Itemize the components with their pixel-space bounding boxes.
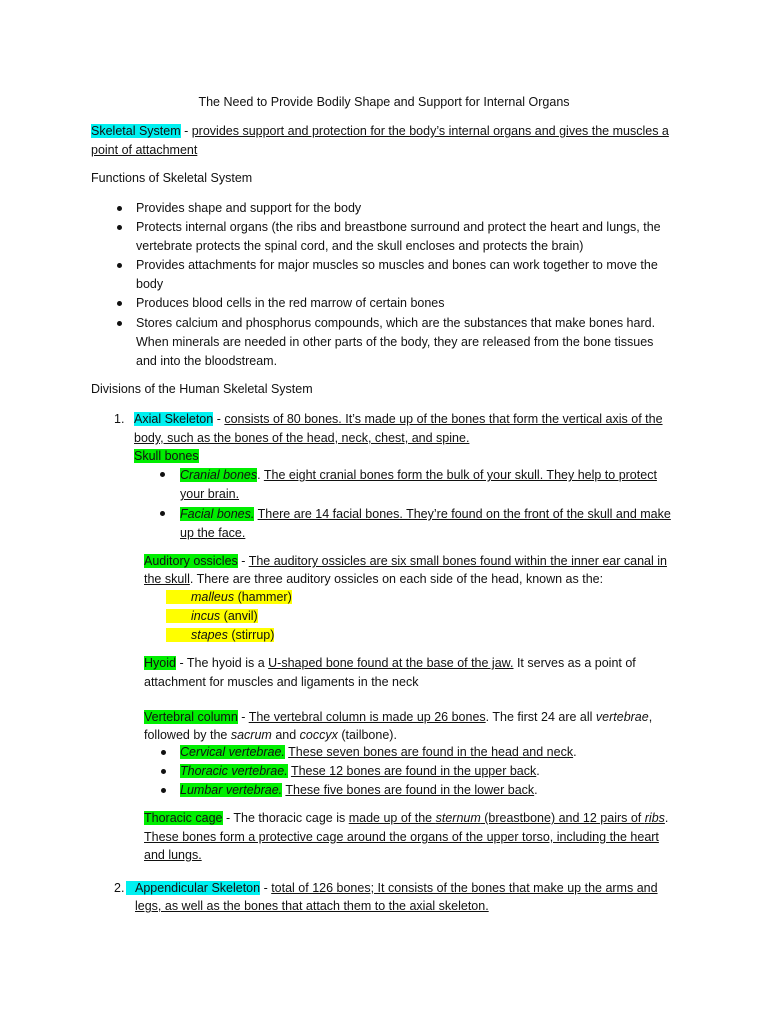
punctuation: . <box>536 764 540 778</box>
ribs-word: ribs <box>644 811 665 825</box>
cranial-item <box>180 466 657 484</box>
appendicular-def-line1: total of 126 bones; It consists of the bones that make up the arms and <box>271 881 658 895</box>
tailbone-text: (tailbone). <box>337 728 397 742</box>
divisions-heading: Divisions of the Human Skeletal System <box>91 382 313 396</box>
vertebrae-desc: These seven bones are found in the head and neck <box>288 745 574 759</box>
bullet-icon <box>117 206 122 211</box>
bullet-icon <box>117 301 122 306</box>
ossicle-alt: (stirrup) <box>231 628 275 642</box>
ossicle-name: stapes <box>191 628 228 642</box>
appendicular-definition <box>126 879 658 897</box>
separator: - <box>237 554 249 568</box>
function-item-line: and into the bloodstream. <box>136 354 278 368</box>
separator: - <box>213 412 225 426</box>
thoracic-term: Thoracic cage <box>144 811 223 825</box>
auditory-line2 <box>144 570 603 588</box>
bullet-icon <box>161 788 166 793</box>
thoracic-pre: - The thoracic cage is <box>222 811 349 825</box>
vertebrae-name: Thoracic vertebrae. <box>180 764 288 778</box>
skeletal-term: Skeletal System <box>91 124 181 138</box>
facial-term: Facial bones. <box>180 507 255 521</box>
vertebrae-name: Lumbar vertebrae. <box>180 783 283 797</box>
function-item-line: Provides attachments for major muscles so muscles and bones can work together to move the <box>136 258 658 272</box>
skeletal-definition <box>91 122 669 140</box>
bullet-icon <box>161 750 166 755</box>
vertebral-desc: The vertebral column is made up 26 bones <box>248 710 486 724</box>
thoracic-desc-cont: (breastbone) and 12 pairs of <box>480 811 645 825</box>
vertebral-term: Vertebral column <box>144 710 238 724</box>
thoracic-line2: These bones form a protective cage around the organs of the upper torso, including the heart <box>144 830 659 844</box>
ossicle-alt: (hammer) <box>237 590 292 604</box>
axial-def-line2: body, such as the bones of the head, neck, chest, and spine. <box>134 431 470 445</box>
list-number: 2. <box>114 881 125 895</box>
auditory-desc: The auditory ossicles are six small bones found within the inner ear canal in <box>248 554 667 568</box>
sacrum-word: sacrum <box>230 728 272 742</box>
hyoid-definition <box>144 654 636 672</box>
appendicular-term: Appendicular Skeleton <box>126 881 260 895</box>
and-word: and <box>271 728 300 742</box>
vertebrae-desc: These 12 bones are found in the upper back <box>290 764 537 778</box>
auditory-definition <box>144 552 667 570</box>
vertebrae-item <box>180 781 538 799</box>
auditory-term: Auditory ossicles <box>144 554 238 568</box>
punctuation: , <box>648 710 653 724</box>
thoracic-line3: and lungs. <box>144 848 202 862</box>
punctuation: . <box>257 468 261 482</box>
vertebrae-item <box>180 762 540 780</box>
axial-definition <box>134 410 663 428</box>
bullet-icon <box>160 472 165 477</box>
vertebral-l2: followed by the <box>144 728 231 742</box>
hyoid-line2: attachment for muscles and ligaments in the neck <box>144 675 419 689</box>
ossicle-item <box>166 588 292 606</box>
sternum-word: sternum <box>435 811 481 825</box>
auditory-rest: . There are three auditory ossicles on each side of the head, known as the: <box>189 572 604 586</box>
coccyx-word: coccyx <box>299 728 338 742</box>
bullet-icon <box>117 321 122 326</box>
function-item-line: vertebrate protects the spinal cord, and the skull encloses and protects the brain) <box>136 239 584 253</box>
appendicular-def-line2: legs, as well as the bones that attach them to the axial skeleton. <box>135 899 489 913</box>
vertebral-line2 <box>144 726 397 744</box>
bullet-icon <box>160 511 165 516</box>
ossicle-name: malleus <box>191 590 235 604</box>
cranial-desc-line2: your brain. <box>180 487 240 501</box>
punctuation: . <box>534 783 538 797</box>
ossicle-alt: (anvil) <box>223 609 258 623</box>
hyoid-term: Hyoid <box>144 656 176 670</box>
ossicle-name: incus <box>191 609 221 623</box>
separator: - <box>260 881 272 895</box>
bullet-icon <box>117 263 122 268</box>
separator: - <box>180 124 192 138</box>
hyoid-pre: - The hyoid is a <box>175 656 269 670</box>
auditory-desc-cont: the skull <box>144 572 190 586</box>
vertebral-definition <box>144 708 652 726</box>
function-item-line: Protects internal organs (the ribs and breastbone surround and protect the heart and lungs, the <box>136 220 661 234</box>
skeletal-def-line1: provides support and protection for the body’s internal organs and gives the muscles a <box>191 124 669 138</box>
vertebrae-item <box>180 743 577 761</box>
facial-desc: There are 14 facial bones. They’re found on the front of the skull and make <box>257 507 671 521</box>
hyoid-post: It serves as a point of <box>513 656 636 670</box>
axial-term: Axial Skeleton <box>134 412 214 426</box>
function-item-line: When minerals are needed in other parts of the body, they are released from the bone tissues <box>136 335 654 349</box>
functions-heading: Functions of Skeletal System <box>91 171 253 185</box>
bullet-icon <box>117 225 122 230</box>
ossicle-item <box>166 626 274 644</box>
vertebrae-word: vertebrae <box>595 710 649 724</box>
vertebral-post: . The first 24 are all <box>485 710 596 724</box>
function-item-line: body <box>136 277 164 291</box>
function-item-line: Provides shape and support for the body <box>136 201 362 215</box>
punctuation: . <box>573 745 577 759</box>
cranial-term: Cranial bones <box>180 468 258 482</box>
vertebrae-desc: These five bones are found in the lower back <box>285 783 535 797</box>
page-title: The Need to Provide Bodily Shape and Support for Internal Organs <box>198 95 570 109</box>
vertebrae-name: Cervical vertebrae. <box>180 745 285 759</box>
hyoid-desc: U-shaped bone found at the base of the jaw. <box>268 656 514 670</box>
facial-desc-line2: up the face. <box>180 526 246 540</box>
bullet-icon <box>161 769 166 774</box>
cranial-desc: The eight cranial bones form the bulk of your skull. They help to protect <box>263 468 657 482</box>
skull-bones-label <box>134 447 199 465</box>
facial-item <box>180 505 671 523</box>
function-item-line: Produces blood cells in the red marrow of certain bones <box>136 296 445 310</box>
skull-bones-highlight: Skull bones <box>134 449 199 463</box>
punctuation: . <box>664 811 669 825</box>
skeletal-def-line2: point of attachment <box>91 143 198 157</box>
axial-def-line1: consists of 80 bones. It’s made up of the bones that form the vertical axis of the <box>224 412 663 426</box>
list-number: 1. <box>114 412 125 426</box>
separator: - <box>237 710 249 724</box>
function-item-line: Stores calcium and phosphorus compounds, which are the substances that make bones hard. <box>136 316 656 330</box>
ossicle-item <box>166 607 258 625</box>
thoracic-definition <box>144 809 668 827</box>
thoracic-desc: made up of the <box>348 811 436 825</box>
